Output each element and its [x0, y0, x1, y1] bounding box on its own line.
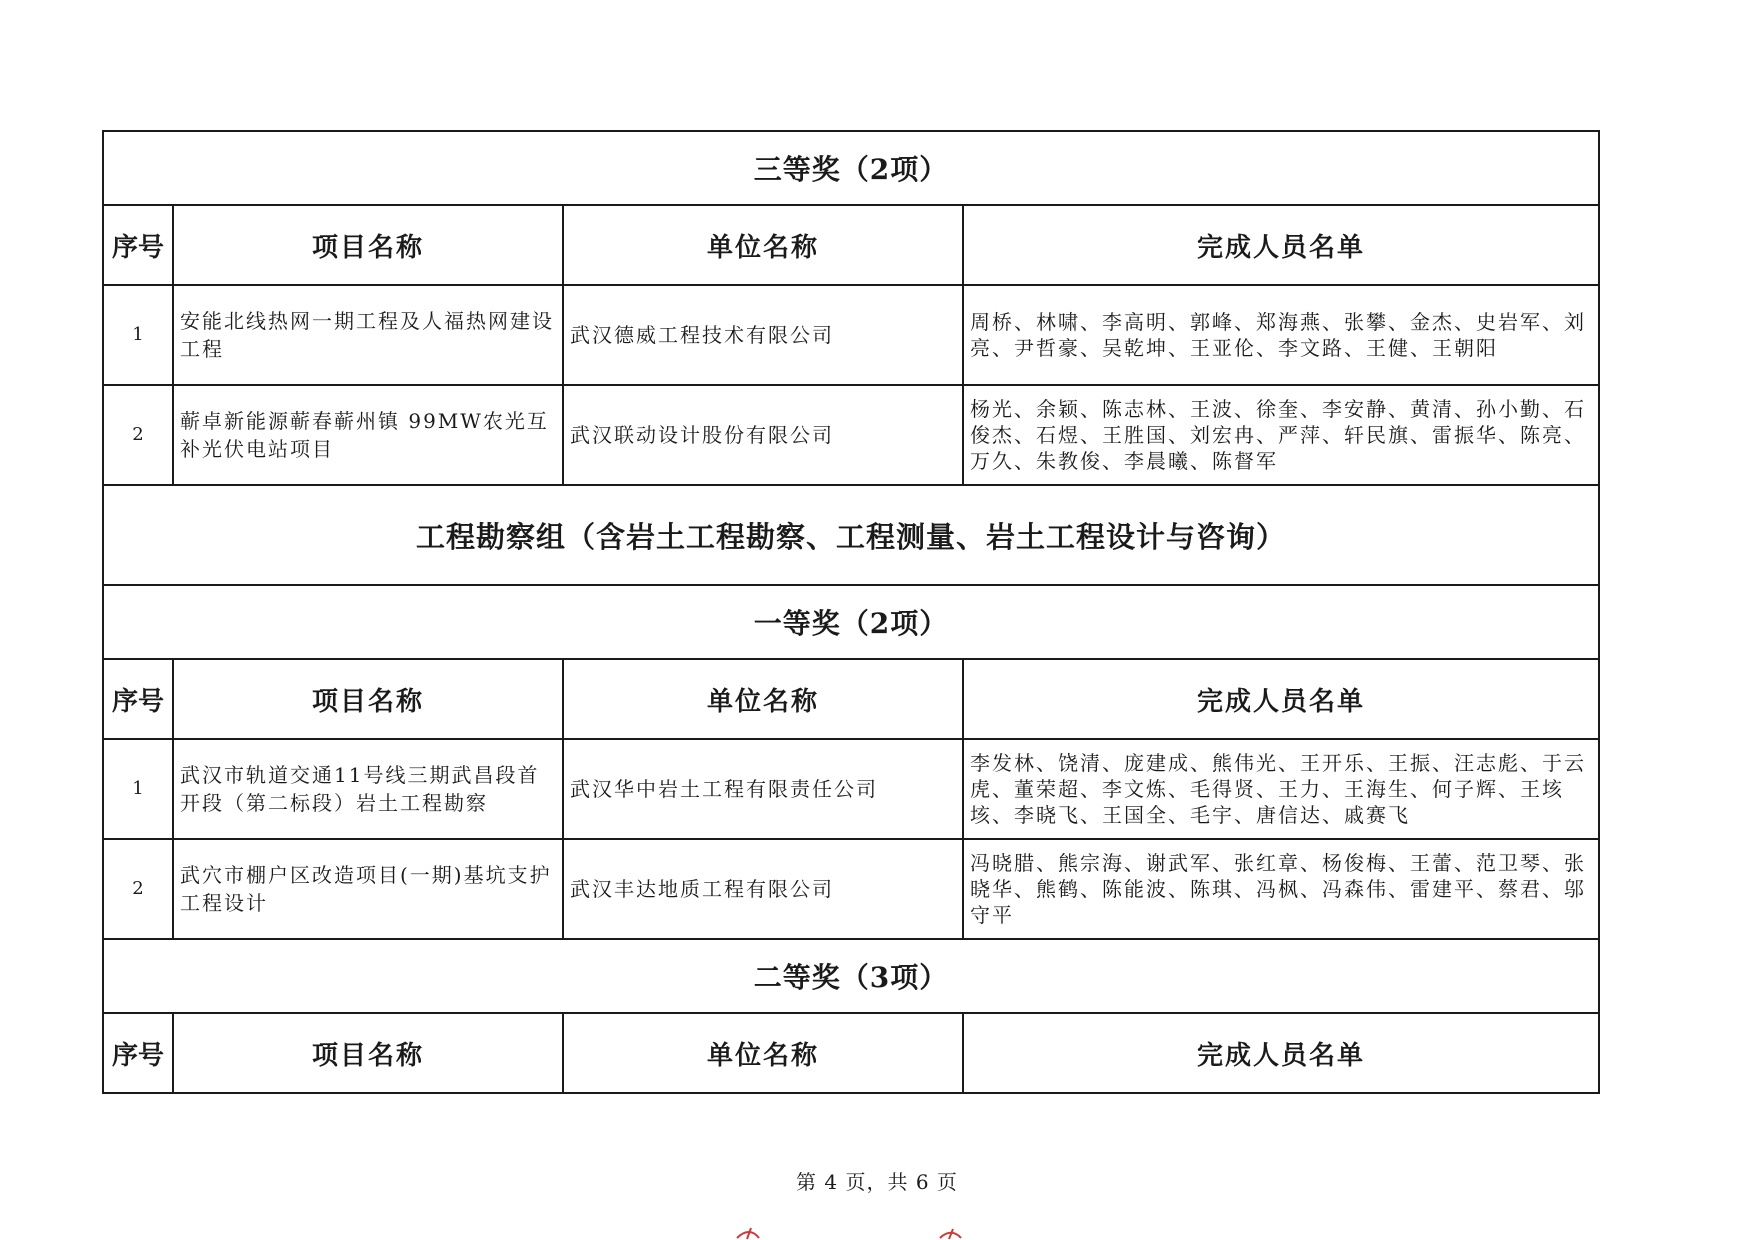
table-header-row: [103, 659, 1599, 739]
row-project: 蕲卓新能源蕲春蕲州镇 99MW农光互补光伏电站项目: [173, 385, 563, 485]
row-project: 安能北线热网一期工程及人福热网建设工程: [173, 285, 563, 385]
row-unit: 武汉联动设计股份有限公司: [563, 385, 963, 485]
header-members: 完成人员名单: [963, 1013, 1599, 1093]
table-row: [103, 839, 1599, 939]
header-project: 项目名称: [173, 1013, 563, 1093]
header-unit: 单位名称: [563, 1013, 963, 1093]
row-no: 2: [103, 385, 173, 485]
table-header-row: [103, 1013, 1599, 1093]
header-members: 完成人员名单: [963, 659, 1599, 739]
header-unit: 单位名称: [563, 659, 963, 739]
header-project: 项目名称: [173, 659, 563, 739]
page-number: 第 4 页，共 6 页: [796, 1170, 958, 1194]
row-members: 周桥、林啸、李高明、郭峰、郑海燕、张攀、金杰、史岩军、刘亮、尹哲豪、吴乾坤、王亚伦、李文路、王健、王朝阳: [963, 285, 1599, 385]
row-members: 李发林、饶清、庞建成、熊伟光、王开乐、王振、汪志彪、于云虎、董荣超、李文炼、毛得贤、王力、王海生、何子辉、王垓垓、李晓飞、王国全、毛宇、唐信达、戚赛飞: [963, 739, 1599, 839]
row-unit: 武汉德威工程技术有限公司: [563, 285, 963, 385]
row-no: 1: [103, 739, 173, 839]
row-no: 1: [103, 285, 173, 385]
second-prize-row: [103, 939, 1599, 1013]
header-members: 完成人员名单: [963, 205, 1599, 285]
survey-group-row: [103, 485, 1599, 585]
header-project: 项目名称: [173, 205, 563, 285]
table-row: [103, 739, 1599, 839]
row-project: 武穴市棚户区改造项目(一期)基坑支护工程设计: [173, 839, 563, 939]
red-seal-fragment: [735, 1226, 975, 1240]
table-row: [103, 285, 1599, 385]
row-members: 杨光、余颖、陈志林、王波、徐奎、李安静、黄清、孙小勤、石俊杰、石煜、王胜国、刘宏冉、严萍、轩民旗、雷振华、陈亮、万久、朱教俊、李晨曦、陈督军: [963, 385, 1599, 485]
header-no: 序号: [103, 205, 173, 285]
third-prize-heading: 三等奖（2项）: [103, 131, 1599, 205]
first-prize-heading: 一等奖（2项）: [103, 585, 1599, 659]
survey-group-heading: 工程勘察组（含岩土工程勘察、工程测量、岩土工程设计与咨询）: [103, 485, 1599, 585]
row-unit: 武汉丰达地质工程有限公司: [563, 839, 963, 939]
header-no: 序号: [103, 1013, 173, 1093]
row-unit: 武汉华中岩土工程有限责任公司: [563, 739, 963, 839]
second-prize-heading: 二等奖（3项）: [103, 939, 1599, 1013]
header-no: 序号: [103, 659, 173, 739]
table-row: [103, 385, 1599, 485]
header-unit: 单位名称: [563, 205, 963, 285]
first-prize-row: [103, 585, 1599, 659]
table-header-row: [103, 205, 1599, 285]
row-members: 冯晓腊、熊宗海、谢武军、张红章、杨俊梅、王蕾、范卫琴、张晓华、熊鹤、陈能波、陈琪、冯枫、冯森伟、雷建平、蔡君、邬守平: [963, 839, 1599, 939]
row-no: 2: [103, 839, 173, 939]
award-table: [102, 130, 1600, 1094]
row-project: 武汉市轨道交通11号线三期武昌段首开段（第二标段）岩土工程勘察: [173, 739, 563, 839]
third-prize-row: [103, 131, 1599, 205]
